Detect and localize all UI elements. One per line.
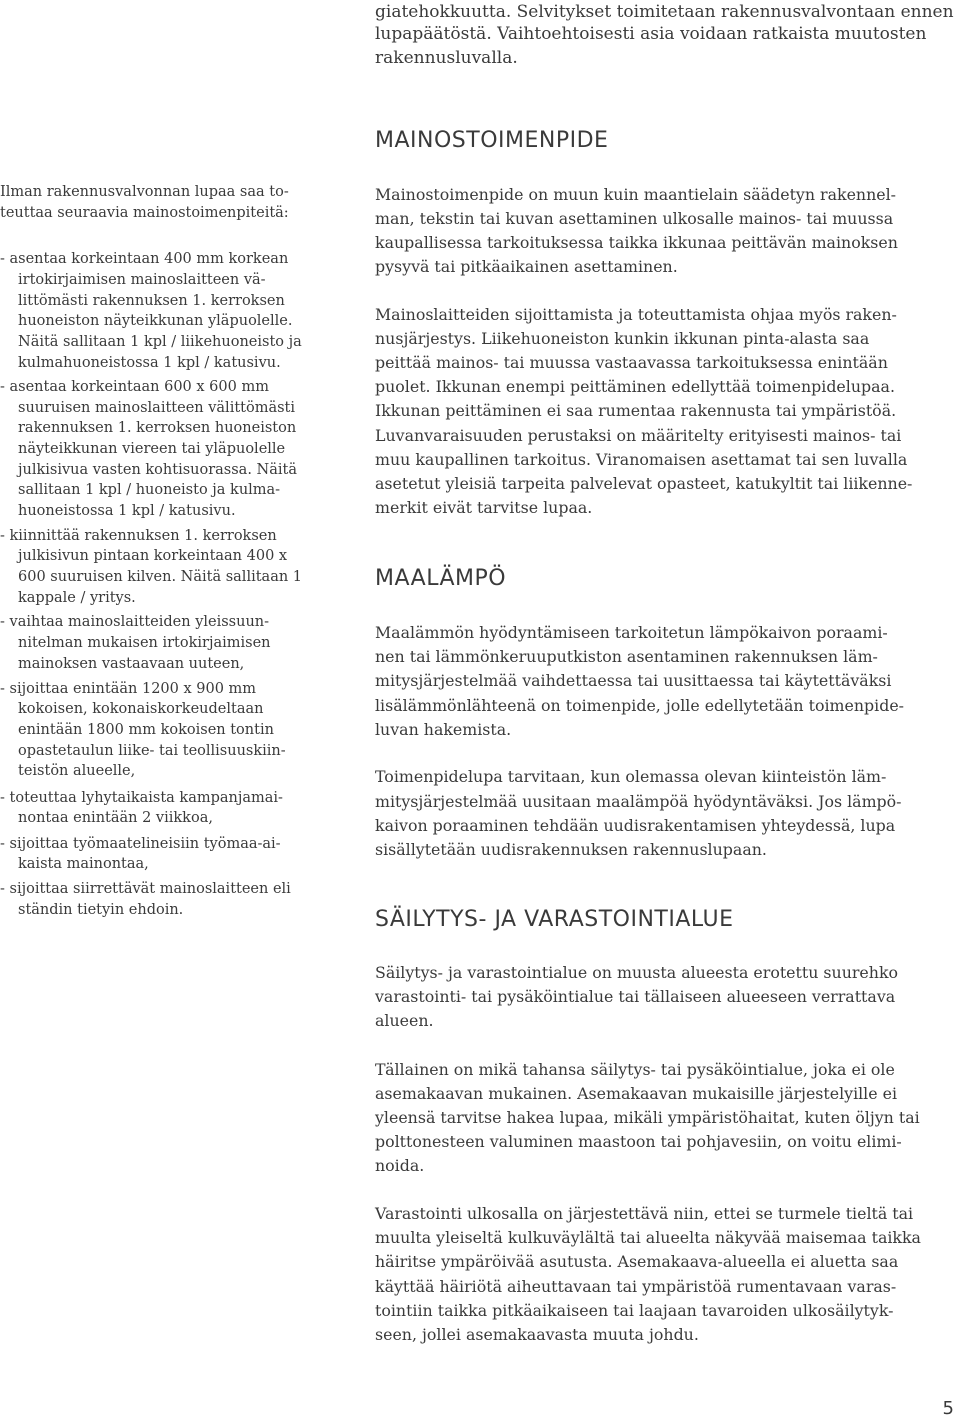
list-item: - sijoittaa siirrettävät mainoslaitteen eli bbox=[0, 881, 291, 897]
text-line: nen tai lämmönkeruuputkiston asentaminen rakennuksen läm- bbox=[375, 647, 878, 666]
heading-mainostoimenpide: MAINOSTOIMENPIDE bbox=[375, 128, 609, 153]
text-line: lupapäätöstä. Vaihtoehtoisesti asia voidaan ratkaista muutosten bbox=[375, 24, 927, 44]
list-item: - kiinnittää rakennuksen 1. kerroksen bbox=[0, 528, 277, 544]
text-line: puolet. Ikkunan enempi peittäminen edellyttää toimenpidelupaa. bbox=[375, 377, 895, 396]
text-line: Varastointi ulkosalla on järjestettävä niin, ettei se turmele tieltä tai bbox=[375, 1204, 914, 1223]
text-line: seen, jollei asemakaavasta muuta johdu. bbox=[375, 1325, 699, 1344]
text-line: opastetaulun liike- tai teollisuuskiin- bbox=[18, 743, 286, 759]
text-line: Näitä sallitaan 1 kpl / liikehuoneisto ja bbox=[18, 334, 302, 350]
heading-sailytys: SÄILYTYS- JA VARASTOINTIALUE bbox=[375, 907, 734, 932]
text-line: peittää mainos- tai muussa vastaavassa tarkoituksessa enintään bbox=[375, 353, 888, 372]
text-line: ständin tietyin ehdoin. bbox=[18, 902, 184, 918]
text-line: kulmahuoneistossa 1 kpl / katusivu. bbox=[18, 355, 281, 371]
text-line: Ikkunan peittäminen ei saa rumentaa rakennusta tai ympäristöä. bbox=[375, 401, 897, 420]
text-line: merkit eivät tarvitse lupaa. bbox=[375, 498, 593, 517]
text-line: asetetut yleisiä tarpeita palvelevat opasteet, katukyltit tai liikenne- bbox=[375, 474, 913, 493]
text-line: julkisivun pintaan korkeintaan 400 x bbox=[18, 548, 288, 564]
text-line: Mainostoimenpide on muun kuin maantielain säädetyn rakennel- bbox=[375, 185, 897, 204]
text-line: Luvanvaraisuuden perustaksi on määritelty erityisesti mainos- tai bbox=[375, 426, 902, 445]
text-line: tointiin taikka pitkäaikaiseen tai laajaan tavaroiden ulkosäilytyk- bbox=[375, 1301, 894, 1320]
text-line: muulta yleiseltä kulkuväylältä tai alueelta näkyvää maisemaa taikka bbox=[375, 1228, 921, 1247]
text-line: kaista mainontaa, bbox=[18, 856, 149, 872]
text-line: kappale / yritys. bbox=[18, 590, 136, 606]
text-line: sisällytetään uudisrakennuksen rakennuslupaan. bbox=[375, 840, 767, 859]
text-line: nontaa enintään 2 viikkoa, bbox=[18, 810, 213, 826]
text-line: Tällainen on mikä tahansa säilytys- tai pysäköintialue, joka ei ole bbox=[375, 1060, 895, 1079]
text-line: mitysjärjestelmää vaihdettaessa tai uusittaessa tai käytettäväksi bbox=[375, 671, 892, 690]
text-line: varastointi- tai pysäköintialue tai tällaiseen alueeseen verrattava bbox=[375, 987, 896, 1006]
text-line: Toimenpidelupa tarvitaan, kun olemassa olevan kiinteistön läm- bbox=[375, 767, 887, 786]
list-item: - vaihtaa mainoslaitteiden yleissuun- bbox=[0, 614, 270, 630]
list-item: - asentaa korkeintaan 400 mm korkean bbox=[0, 251, 289, 267]
text-line: yleensä tarvitse hakea lupaa, mikäli ympäristöhaitat, kuten öljyn tai bbox=[375, 1108, 920, 1127]
text-line: näyteikkunan viereen tai yläpuolelle bbox=[18, 441, 286, 457]
list-item: - toteuttaa lyhytaikaista kampanjamai- bbox=[0, 790, 283, 806]
list-item: - sijoittaa enintään 1200 x 900 mm bbox=[0, 681, 257, 697]
text-line: muu kaupallinen tarkoitus. Viranomaisen asettamat tai sen luvalla bbox=[375, 450, 908, 469]
text-line: giatehokkuutta. Selvitykset toimitetaan rakennusvalvontaan ennen bbox=[375, 2, 954, 22]
page-number: 5 bbox=[942, 1398, 954, 1419]
text-line: asemakaavan mukainen. Asemakaavan mukaisille järjestelyille ei bbox=[375, 1084, 898, 1103]
text-line: suuruisen mainoslaitteen välittömästi bbox=[18, 400, 296, 416]
text-line: man, tekstin tai kuvan asettaminen ulkosalle mainos- tai muussa bbox=[375, 209, 894, 228]
text-line: teuttaa seuraavia mainostoimenpiteitä: bbox=[0, 205, 289, 221]
text-line: sallitaan 1 kpl / huoneisto ja kulma- bbox=[18, 482, 281, 498]
text-line: julkisivua vasten kohtisuorassa. Näitä bbox=[18, 462, 297, 478]
text-line: Maalämmön hyödyntämiseen tarkoitetun lämpökaivon poraami- bbox=[375, 623, 888, 642]
text-line: 600 suuruisen kilven. Näitä sallitaan 1 bbox=[18, 569, 303, 585]
text-line: huoneistossa 1 kpl / katusivu. bbox=[18, 503, 236, 519]
text-line: Mainoslaitteiden sijoittamista ja toteuttamista ohjaa myös raken- bbox=[375, 305, 897, 324]
text-line: polttonesteen valuminen maastoon tai pohjavesiin, on voitu elimi- bbox=[375, 1132, 902, 1151]
text-line: mitysjärjestelmää uusitaan maalämpöä hyödyntäväksi. Jos lämpö- bbox=[375, 792, 902, 811]
text-line: pysyvä tai pitkäaikainen asettaminen. bbox=[375, 257, 678, 276]
text-line: häiritse ympäröivää asutusta. Asemakaava-alueella ei aluetta saa bbox=[375, 1252, 899, 1271]
text-line: alueen. bbox=[375, 1011, 434, 1030]
text-line: Säilytys- ja varastointialue on muusta alueesta erotettu suurehko bbox=[375, 963, 899, 982]
text-line: kaivon poraaminen tehdään uudisrakentamisen yhteydessä, lupa bbox=[375, 816, 896, 835]
text-line: littömästi rakennuksen 1. kerroksen bbox=[18, 293, 285, 309]
text-line: luvan hakemista. bbox=[375, 720, 512, 739]
text-line: Ilman rakennusvalvonnan lupaa saa to- bbox=[0, 184, 289, 200]
text-line: käyttää häiriötä aiheuttavaan tai ympäristöä rumentavaan varas- bbox=[375, 1277, 897, 1296]
text-line: rakennuksen 1. kerroksen huoneiston bbox=[18, 420, 297, 436]
text-line: nusjärjestys. Liikehuoneiston kunkin ikkunan pinta-alasta saa bbox=[375, 329, 870, 348]
list-item: - asentaa korkeintaan 600 x 600 mm bbox=[0, 379, 269, 395]
text-line: kaupallisessa tarkoituksessa taikka ikkunaa peittävän mainoksen bbox=[375, 233, 898, 252]
text-line: huoneiston näyteikkunan yläpuolelle. bbox=[18, 313, 293, 329]
text-line: kokoisen, kokonaiskorkeudeltaan bbox=[18, 701, 264, 717]
text-line: mainoksen vastaavaan uuteen, bbox=[18, 656, 245, 672]
heading-maalampo: MAALÄMPÖ bbox=[375, 566, 507, 591]
text-line: lisälämmönlähteenä on toimenpide, jolle edellytetään toimenpide- bbox=[375, 696, 905, 715]
text-line: teistön alueelle, bbox=[18, 763, 136, 779]
list-item: - sijoittaa työmaatelineisiin työmaa-ai- bbox=[0, 836, 281, 852]
text-line: nitelman mukaisen irtokirjaimisen bbox=[18, 635, 271, 651]
text-line: rakennusluvalla. bbox=[375, 48, 518, 68]
text-line: enintään 1800 mm kokoisen tontin bbox=[18, 722, 274, 738]
text-line: noida. bbox=[375, 1156, 425, 1175]
text-line: irtokirjaimisen mainoslaitteen vä- bbox=[18, 272, 266, 288]
